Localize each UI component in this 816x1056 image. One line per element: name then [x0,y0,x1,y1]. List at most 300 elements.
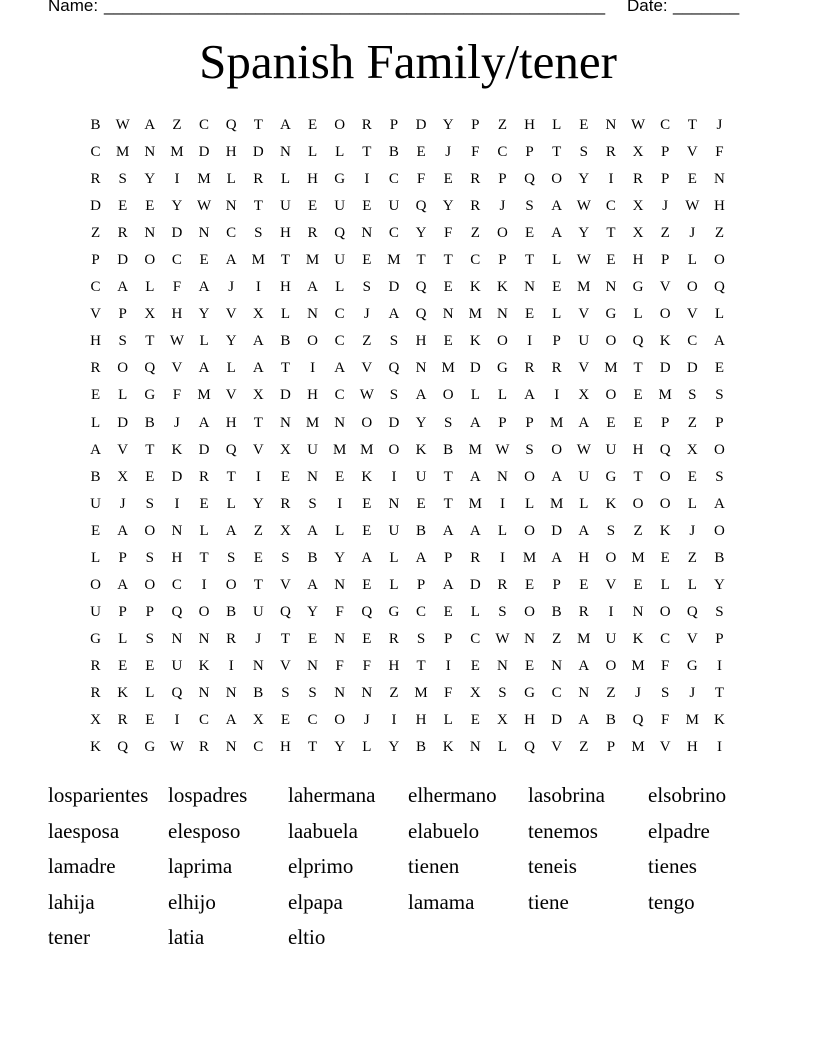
grid-cell[interactable]: E [280,468,291,485]
grid-cell[interactable]: A [551,198,563,215]
grid-cell[interactable]: E [524,306,535,323]
grid-cell[interactable]: O [117,360,129,377]
grid-cell[interactable]: A [307,576,318,593]
grid-cell[interactable]: H [632,252,644,269]
grid-cell[interactable]: O [198,603,210,620]
grid-cell[interactable]: F [416,171,426,188]
grid-cell[interactable]: V [578,360,590,377]
grid-cell[interactable]: E [633,387,643,404]
grid-cell[interactable]: P [118,306,127,323]
grid-cell[interactable]: D [171,225,183,242]
grid-cell[interactable]: U [388,198,400,215]
grid-cell[interactable]: H [415,333,427,350]
grid-cell[interactable]: A [578,522,590,539]
grid-cell[interactable]: H [90,333,101,350]
grid-cell[interactable]: Z [172,117,182,133]
grid-cell[interactable]: N [280,144,291,161]
grid-cell[interactable]: L [579,495,589,512]
grid-cell[interactable]: F [444,684,453,701]
grid-cell[interactable]: U [334,198,346,215]
grid-cell[interactable]: G [497,360,508,377]
grid-cell[interactable]: E [199,495,209,512]
grid-cell[interactable]: P [525,414,534,431]
grid-cell[interactable]: N [551,657,563,674]
grid-cell[interactable]: D [469,576,481,593]
grid-cell[interactable]: O [714,441,725,458]
grid-cell[interactable]: C [687,333,698,350]
grid-cell[interactable]: E [524,225,535,242]
grid-cell[interactable]: B [714,549,725,566]
grid-cell[interactable]: C [226,225,237,242]
grid-cell[interactable]: E [687,468,697,485]
grid-cell[interactable]: O [361,414,373,431]
grid-cell[interactable]: L [118,387,128,404]
grid-cell[interactable]: J [662,198,669,215]
grid-cell[interactable]: E [579,576,589,593]
grid-cell[interactable]: O [524,468,535,485]
grid-cell[interactable]: W [169,333,185,350]
grid-cell[interactable]: M [441,360,455,377]
grid-cell[interactable]: A [225,712,237,729]
grid-cell[interactable]: R [199,468,210,485]
grid-cell[interactable]: Q [280,603,291,620]
grid-cell[interactable]: D [388,279,400,296]
grid-cell[interactable]: K [714,712,725,729]
grid-cell[interactable]: A [307,522,318,539]
grid-cell[interactable]: R [470,549,481,566]
grid-cell[interactable]: S [118,171,127,188]
grid-cell[interactable]: T [687,117,697,133]
grid-cell[interactable]: B [388,144,399,161]
grid-cell[interactable]: V [605,576,617,593]
grid-cell[interactable]: A [117,522,129,539]
grid-cell[interactable]: A [578,657,590,674]
grid-cell[interactable]: I [499,549,505,566]
grid-cell[interactable]: E [307,117,318,133]
grid-cell[interactable]: L [470,603,480,620]
grid-cell[interactable]: C [660,630,671,647]
grid-cell[interactable]: L [714,306,725,323]
grid-cell[interactable]: O [551,441,563,458]
grid-cell[interactable]: S [416,630,426,647]
grid-cell[interactable]: S [281,549,290,566]
grid-cell[interactable]: O [144,576,156,593]
grid-cell[interactable]: N [497,657,508,674]
grid-cell[interactable]: J [363,306,370,323]
grid-cell[interactable]: Y [714,576,725,593]
grid-cell[interactable]: C [253,739,264,756]
grid-cell[interactable]: T [253,117,263,133]
grid-cell[interactable]: E [280,712,291,729]
grid-cell[interactable]: U [334,252,346,269]
grid-cell[interactable]: L [524,495,535,512]
grid-cell[interactable]: Y [334,549,346,566]
grid-cell[interactable]: L [633,306,643,323]
grid-cell[interactable]: O [225,576,237,593]
grid-cell[interactable]: M [414,684,428,701]
grid-cell[interactable]: L [90,414,101,431]
grid-cell[interactable]: O [524,522,535,539]
grid-cell[interactable]: G [90,630,101,647]
grid-cell[interactable]: L [362,739,372,756]
grid-cell[interactable]: T [714,684,725,701]
grid-cell[interactable]: O [334,117,346,133]
grid-cell[interactable]: I [337,495,343,512]
grid-cell[interactable]: W [576,252,591,269]
grid-cell[interactable]: H [524,712,535,729]
grid-cell[interactable]: C [171,576,182,593]
name-field[interactable]: _____________________________________________________ [104,0,606,15]
grid-cell[interactable]: K [198,657,210,674]
grid-cell[interactable]: N [469,739,481,756]
grid-cell[interactable]: J [363,712,370,729]
grid-cell[interactable]: R [497,576,508,593]
grid-cell[interactable]: T [443,468,453,485]
grid-cell[interactable]: Z [633,522,643,539]
grid-cell[interactable]: S [525,441,534,458]
grid-cell[interactable]: E [145,712,155,729]
grid-cell[interactable]: A [551,468,563,485]
grid-cell[interactable]: I [201,576,207,593]
grid-cell[interactable]: A [524,387,535,404]
grid-cell[interactable]: I [228,657,234,674]
grid-cell[interactable]: M [305,414,320,431]
grid-cell[interactable]: R [90,360,101,377]
grid-cell[interactable]: R [578,603,589,620]
grid-cell[interactable]: E [145,468,155,485]
grid-cell[interactable]: E [253,549,263,566]
grid-cell[interactable]: S [525,198,534,215]
grid-cell[interactable]: A [117,576,129,593]
grid-cell[interactable]: P [118,603,127,620]
grid-cell[interactable]: Y [144,171,156,188]
grid-cell[interactable]: P [91,252,100,269]
grid-cell[interactable]: X [686,441,698,458]
grid-cell[interactable]: S [145,495,154,512]
grid-cell[interactable]: R [470,171,481,188]
grid-cell[interactable]: E [416,495,426,512]
grid-cell[interactable]: S [715,468,724,485]
grid-cell[interactable]: P [715,630,724,647]
grid-cell[interactable]: K [659,333,671,350]
grid-cell[interactable]: I [608,171,614,188]
grid-cell[interactable]: X [252,387,264,404]
grid-cell[interactable]: Q [415,279,427,296]
grid-cell[interactable]: L [226,495,236,512]
grid-cell[interactable]: L [687,252,697,269]
grid-cell[interactable]: A [388,306,400,323]
grid-cell[interactable]: T [633,468,643,485]
grid-cell[interactable]: A [225,252,237,269]
grid-cell[interactable]: M [631,657,645,674]
grid-cell[interactable]: W [630,117,646,133]
grid-cell[interactable]: L [552,306,562,323]
grid-cell[interactable]: N [605,279,617,296]
grid-cell[interactable]: C [171,252,182,269]
grid-cell[interactable]: G [334,171,346,188]
grid-cell[interactable]: N [225,198,237,215]
grid-cell[interactable]: E [362,198,372,215]
grid-cell[interactable]: Q [171,684,183,701]
grid-cell[interactable]: J [445,144,452,161]
grid-cell[interactable]: N [334,414,346,431]
grid-cell[interactable]: P [715,414,724,431]
grid-cell[interactable]: F [172,387,182,404]
grid-cell[interactable]: H [225,144,237,161]
grid-cell[interactable]: Y [252,495,264,512]
grid-cell[interactable]: S [308,495,317,512]
grid-cell[interactable]: Z [253,522,263,539]
grid-cell[interactable]: K [361,468,373,485]
grid-cell[interactable]: A [714,333,725,350]
grid-cell[interactable]: Z [389,684,399,701]
grid-cell[interactable]: N [171,630,183,647]
grid-cell[interactable]: T [145,333,155,350]
grid-cell[interactable]: B [226,603,237,620]
grid-cell[interactable]: C [660,117,671,133]
grid-cell[interactable]: O [659,495,671,512]
grid-cell[interactable]: A [551,549,563,566]
grid-cell[interactable]: Y [388,739,400,756]
grid-cell[interactable]: T [226,468,236,485]
grid-cell[interactable]: J [635,684,641,701]
grid-cell[interactable]: U [280,198,291,215]
grid-cell[interactable]: B [416,522,427,539]
grid-cell[interactable]: Z [552,630,562,647]
grid-cell[interactable]: L [280,306,291,323]
grid-cell[interactable]: Z [660,225,670,242]
grid-cell[interactable]: E [307,198,318,215]
grid-cell[interactable]: R [361,117,372,133]
grid-cell[interactable]: U [90,603,101,620]
grid-cell[interactable]: P [498,252,507,269]
grid-cell[interactable]: C [307,712,318,729]
grid-cell[interactable]: Y [225,333,237,350]
grid-cell[interactable]: L [335,144,345,161]
grid-cell[interactable]: E [90,522,101,539]
grid-cell[interactable]: L [118,630,128,647]
grid-cell[interactable]: S [606,522,616,539]
grid-cell[interactable]: O [497,333,508,350]
grid-cell[interactable]: Z [687,414,697,431]
grid-cell[interactable]: A [415,549,427,566]
grid-cell[interactable]: A [415,387,427,404]
grid-cell[interactable]: O [144,252,156,269]
grid-cell[interactable]: S [389,333,399,350]
grid-cell[interactable]: I [174,495,180,512]
grid-cell[interactable]: A [361,549,373,566]
grid-cell[interactable]: R [90,171,101,188]
grid-cell[interactable]: E [335,468,345,485]
grid-cell[interactable]: C [199,712,210,729]
grid-cell[interactable]: F [172,279,182,296]
grid-cell[interactable]: S [145,549,154,566]
grid-cell[interactable]: I [716,657,722,674]
grid-cell[interactable]: R [199,739,210,756]
grid-cell[interactable]: M [360,441,374,458]
grid-cell[interactable]: T [416,252,426,269]
grid-cell[interactable]: O [686,279,698,296]
grid-cell[interactable]: Q [524,171,535,188]
grid-cell[interactable]: B [90,117,101,133]
grid-cell[interactable]: Y [578,171,590,188]
grid-cell[interactable]: E [443,279,453,296]
grid-cell[interactable]: X [144,306,156,323]
grid-cell[interactable]: A [198,279,210,296]
grid-cell[interactable]: D [388,414,400,431]
grid-cell[interactable]: S [661,684,670,701]
grid-cell[interactable]: O [659,603,671,620]
grid-cell[interactable]: T [253,198,263,215]
grid-cell[interactable]: M [685,712,699,729]
grid-cell[interactable]: H [632,441,644,458]
grid-cell[interactable]: E [145,198,155,215]
grid-cell[interactable]: M [468,441,482,458]
grid-cell[interactable]: B [144,414,155,431]
grid-cell[interactable]: V [280,576,291,593]
grid-cell[interactable]: N [415,360,427,377]
grid-cell[interactable]: N [280,414,291,431]
grid-cell[interactable]: U [415,468,427,485]
grid-cell[interactable]: N [524,630,535,647]
grid-cell[interactable]: Z [90,225,101,242]
grid-cell[interactable]: T [362,144,372,161]
grid-cell[interactable]: M [577,279,591,296]
grid-cell[interactable]: Y [442,117,454,133]
grid-cell[interactable]: J [689,684,696,701]
grid-cell[interactable]: C [334,387,345,404]
grid-cell[interactable]: E [633,414,643,431]
grid-cell[interactable]: Z [579,739,589,756]
grid-cell[interactable]: T [145,441,155,458]
grid-cell[interactable]: S [715,387,724,404]
grid-cell[interactable]: M [387,252,401,269]
grid-cell[interactable]: P [389,117,399,133]
grid-cell[interactable]: S [145,630,154,647]
grid-cell[interactable]: L [552,252,562,269]
grid-cell[interactable]: N [388,495,400,512]
grid-cell[interactable]: N [198,684,210,701]
grid-cell[interactable]: P [525,144,534,161]
grid-cell[interactable]: N [307,468,318,485]
grid-cell[interactable]: X [497,712,508,729]
grid-cell[interactable]: H [225,414,237,431]
grid-cell[interactable]: I [716,739,722,756]
grid-cell[interactable]: N [334,630,346,647]
grid-cell[interactable]: H [171,549,183,566]
grid-cell[interactable]: A [551,225,563,242]
grid-cell[interactable]: L [145,684,155,701]
grid-cell[interactable]: E [362,576,372,593]
grid-cell[interactable]: A [198,360,210,377]
grid-cell[interactable]: D [90,198,101,215]
grid-cell[interactable]: W [495,441,510,458]
grid-cell[interactable]: V [90,306,101,323]
grid-cell[interactable]: S [227,549,236,566]
grid-cell[interactable]: W [576,441,591,458]
grid-cell[interactable]: F [335,603,344,620]
grid-cell[interactable]: B [605,712,616,729]
grid-cell[interactable]: S [281,684,290,701]
grid-cell[interactable]: L [280,171,291,188]
grid-cell[interactable]: U [252,603,264,620]
grid-cell[interactable]: H [388,657,400,674]
grid-cell[interactable]: D [117,414,129,431]
grid-cell[interactable]: S [254,225,263,242]
grid-cell[interactable]: J [255,630,262,647]
grid-cell[interactable]: A [442,576,454,593]
grid-cell[interactable]: O [442,387,454,404]
grid-cell[interactable]: Q [388,360,400,377]
grid-cell[interactable]: V [686,306,698,323]
grid-cell[interactable]: L [335,279,345,296]
grid-cell[interactable]: P [471,117,480,133]
grid-cell[interactable]: C [334,333,345,350]
grid-cell[interactable]: C [90,144,101,161]
grid-cell[interactable]: F [661,712,670,729]
grid-cell[interactable]: Y [442,198,454,215]
grid-cell[interactable]: Z [470,225,480,242]
grid-cell[interactable]: X [117,468,129,485]
grid-cell[interactable]: V [225,306,237,323]
grid-cell[interactable]: A [714,495,725,512]
grid-cell[interactable]: G [144,739,156,756]
grid-cell[interactable]: E [362,495,372,512]
grid-cell[interactable]: Q [415,198,427,215]
grid-cell[interactable]: Y [415,414,427,431]
grid-cell[interactable]: N [225,684,237,701]
grid-cell[interactable]: M [522,549,537,566]
grid-cell[interactable]: M [468,495,482,512]
grid-cell[interactable]: P [498,414,507,431]
grid-cell[interactable]: X [632,144,644,161]
grid-cell[interactable]: E [579,117,589,133]
grid-cell[interactable]: E [199,252,209,269]
grid-cell[interactable]: K [90,739,101,756]
grid-cell[interactable]: Q [415,306,427,323]
grid-cell[interactable]: N [361,684,373,701]
grid-cell[interactable]: L [389,576,399,593]
grid-cell[interactable]: A [198,414,210,431]
grid-cell[interactable]: N [361,225,373,242]
grid-cell[interactable]: Y [198,306,210,323]
grid-cell[interactable]: J [689,522,696,539]
grid-cell[interactable]: S [579,144,588,161]
grid-cell[interactable]: M [197,387,211,404]
grid-cell[interactable]: M [658,387,672,404]
grid-cell[interactable]: Q [686,603,698,620]
grid-cell[interactable]: N [632,603,644,620]
grid-cell[interactable]: G [605,306,617,323]
grid-cell[interactable]: E [362,630,372,647]
grid-cell[interactable]: M [550,495,564,512]
grid-cell[interactable]: M [116,144,130,161]
grid-cell[interactable]: M [468,306,482,323]
grid-cell[interactable]: Q [334,225,346,242]
grid-cell[interactable]: O [334,712,346,729]
grid-cell[interactable]: B [307,549,318,566]
grid-cell[interactable]: C [388,225,399,242]
grid-cell[interactable]: I [445,657,451,674]
grid-cell[interactable]: V [361,360,373,377]
grid-cell[interactable]: M [604,360,618,377]
grid-cell[interactable]: O [605,549,617,566]
grid-cell[interactable]: G [524,684,535,701]
grid-cell[interactable]: C [497,144,508,161]
grid-cell[interactable]: S [688,387,697,404]
grid-cell[interactable]: N [334,576,346,593]
grid-cell[interactable]: C [470,630,481,647]
